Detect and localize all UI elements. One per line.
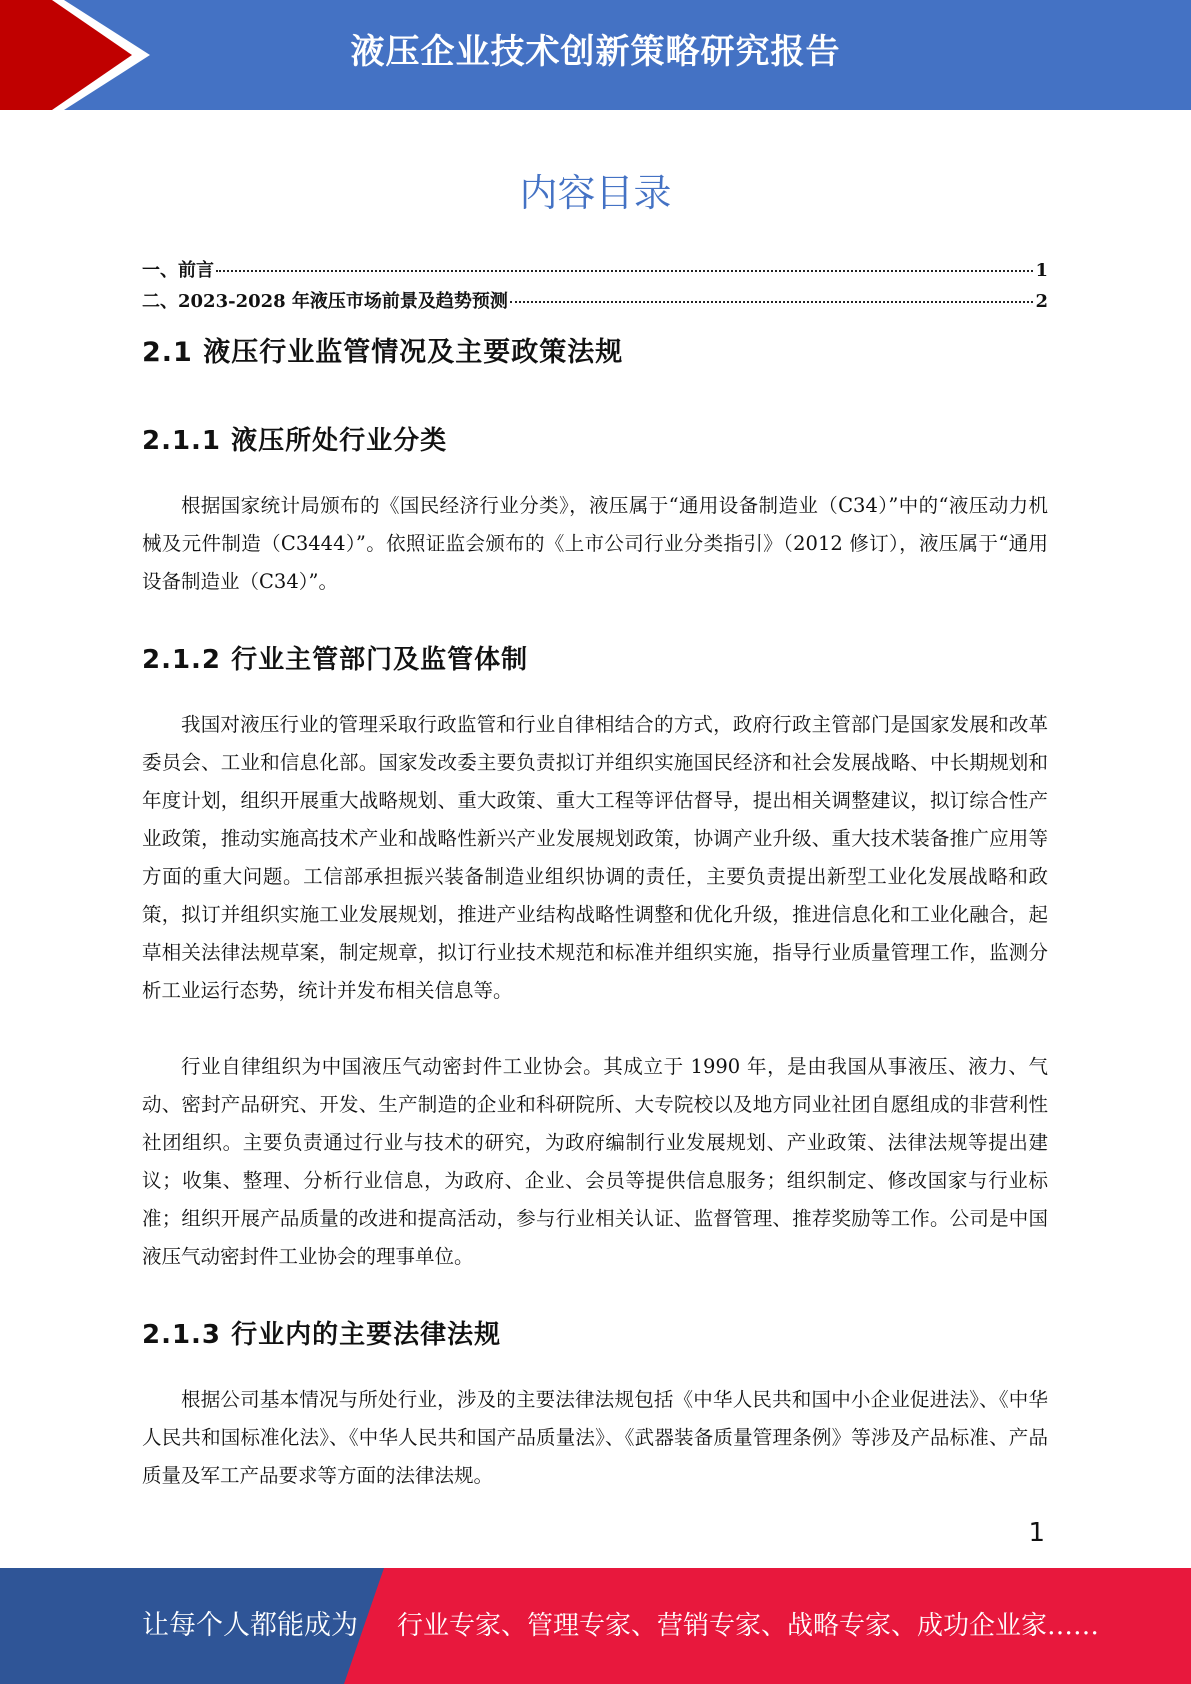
section-heading-2-1-1: 2.1.1 液压所处行业分类 [142,426,448,456]
section-heading-2-1-3: 2.1.3 行业内的主要法律法规 [142,1320,502,1350]
toc-entry-page: 2 [1035,291,1048,312]
footer-slogan-left: 让每个人都能成为 [142,1610,358,1641]
section-heading-2-1: 2.1 液压行业监管情况及主要政策法规 [142,337,624,368]
table-of-contents [142,256,1048,318]
header-banner [0,0,1191,110]
toc-entry-preface[interactable] [142,256,1048,287]
toc-title: 内容目录 [519,171,672,215]
page-number: 1 [1028,1518,1045,1548]
document-body [142,330,1048,1533]
toc-entry-label: 一、前言 [142,260,214,281]
paragraph: 根据公司基本情况与所处行业，涉及的主要法律法规包括《中华人民共和国中小企业促进法》、《中华人民共和国标准化法》、《中华人民共和国产品质量法》、《武器装备质量管理条例》等涉及产品标准、产品质量及军工产品要求等方面的法律法规。 [142,1388,1048,1487]
toc-leader-dots [510,301,1034,303]
paragraph: 根据国家统计局颁布的《国民经济行业分类》，液压属于“通用设备制造业（C34）”中的“液压动力机械及元件制造（C3444）”。依照证监会颁布的《上市公司行业分类指引》（2012 修订），液压属于“通用设备制造业（C34）”。 [142,494,1048,593]
toc-entry-label: 二、2023-2028 年液压市场前景及趋势预测 [142,291,508,312]
paragraph: 行业自律组织为中国液压气动密封件工业协会。其成立于 1990 年，是由我国从事液压、液力、气动、密封产品研究、开发、生产制造的企业和科研院所、大专院校以及地方同业社团自愿组成的非营利性社团组织。主要负责通过行业与技术的研究，为政府编制行业发展规划、产业政策、法律法规等提出建议；收集、整理、分析行业信息，为政府、企业、会员等提供信息服务；组织制定、修改国家与行业标准；组织开展产品质量的改进和提高活动，参与行业相关认证、监督管理、推荐奖励等工作。公司是中国液压气动密封件工业协会的理事单位。 [142,1055,1048,1268]
footer-banner [0,1568,1191,1684]
toc-leader-dots [216,270,1033,272]
report-title: 液压企业技术创新策略研究报告 [350,32,841,72]
toc-entry-market-forecast[interactable] [142,287,1048,318]
section-heading-2-1-2: 2.1.2 行业主管部门及监管体制 [142,645,529,675]
footer-slogan-right: 行业专家、管理专家、营销专家、战略专家、成功企业家…… [397,1611,1100,1641]
paragraph: 我国对液压行业的管理采取行政监管和行业自律相结合的方式，政府行政主管部门是国家发展和改革委员会、工业和信息化部。国家发改委主要负责拟订并组织实施国民经济和社会发展战略、中长期规划和年度计划，组织开展重大战略规划、重大政策、重大工程等评估督导，提出相关调整建议，拟订综合性产业政策，推动实施高技术产业和战略性新兴产业发展规划政策，协调产业升级、重大技术装备推广应用等方面的重大问题。工信部承担振兴装备制造业组织协调的责任，主要负责提出新型工业化发展战略和政策，拟订并组织实施工业发展规划，推进产业结构战略性调整和优化升级，推进信息化和工业化融合，起草相关法律法规草案，制定规章，拟订行业技术规范和标准并组织实施，指导行业质量管理工作，监测分析工业运行态势，统计并发布相关信息等。 [142,713,1048,1002]
toc-entry-page: 1 [1035,260,1048,281]
